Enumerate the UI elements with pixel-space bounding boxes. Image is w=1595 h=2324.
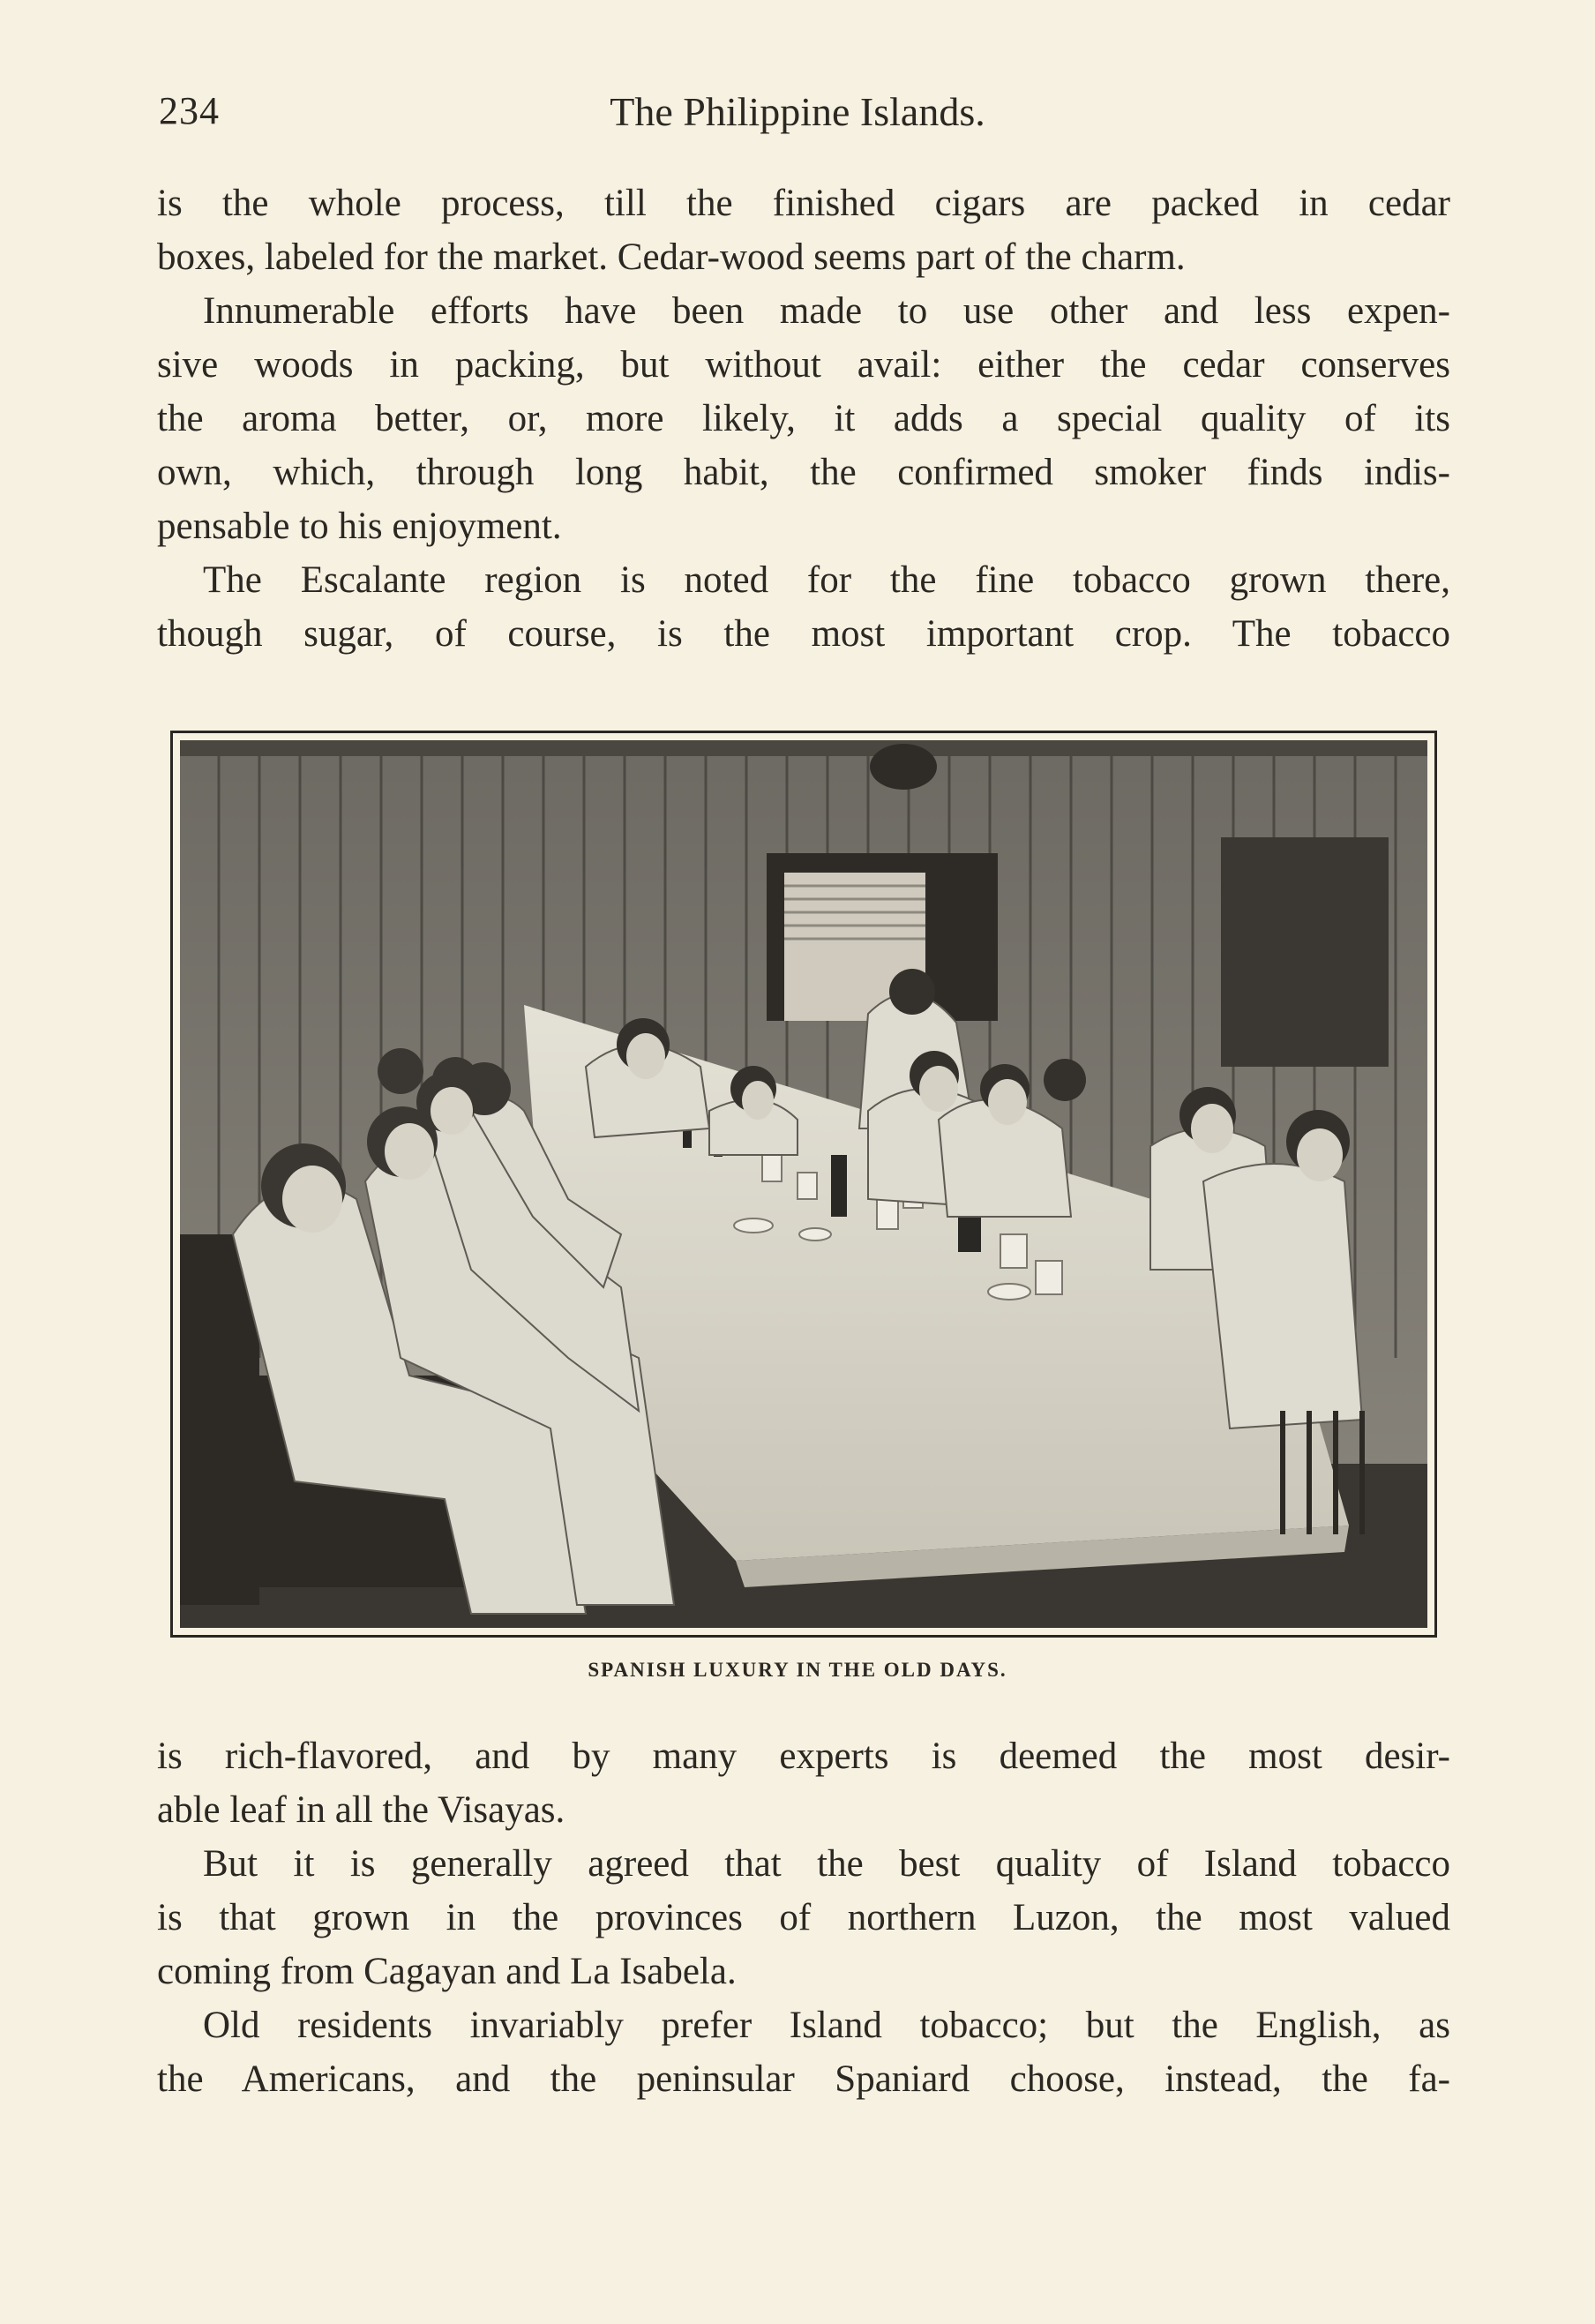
text-line: pensable to his enjoyment. [157,506,562,547]
text-line: But it is generally agreed that the best quality of Island tobacco [203,1843,1450,1885]
running-title: The Philippine Islands. [610,89,985,134]
page-number: 234 [159,89,220,132]
dining-room-photograph [180,740,1427,1628]
text-line: the Americans, and the peninsular Spaniard choose, instead, the fa- [157,2058,1450,2100]
text-line: though sugar, of course, is the most important crop. The tobacco [157,613,1450,655]
text-line: the aroma better, or, more likely, it adds a special quality of its [157,398,1450,439]
text-line: is rich-flavored, and by many experts is deemed the most desir- [157,1736,1450,1777]
text-line: own, which, through long habit, the confirmed smoker finds indis- [157,452,1450,493]
text-block-bottom [157,1729,1450,2106]
text-block-top [157,176,1450,661]
text-line: able leaf in all the Visayas. [157,1789,565,1831]
text-line: sive woods in packing, but without avail: either the cedar conserves [157,344,1450,386]
text-line: Innumerable efforts have been made to use other and less expen- [203,290,1450,332]
text-line: coming from Cagayan and La Isabela. [157,1951,737,1992]
photograph-figure [170,731,1437,1638]
text-line: is that grown in the provinces of northern Luzon, the most valued [157,1897,1450,1938]
text-line: The Escalante region is noted for the fine tobacco grown there, [203,559,1450,601]
text-line: Old residents invariably prefer Island tobacco; but the English, as [203,2005,1450,2046]
text-line: boxes, labeled for the market. Cedar-wood seems part of the charm. [157,236,1186,278]
figure-caption: SPANISH LUXURY IN THE OLD DAYS. [588,1659,1007,1681]
text-line: is the whole process, till the finished cigars are packed in cedar [157,183,1450,224]
